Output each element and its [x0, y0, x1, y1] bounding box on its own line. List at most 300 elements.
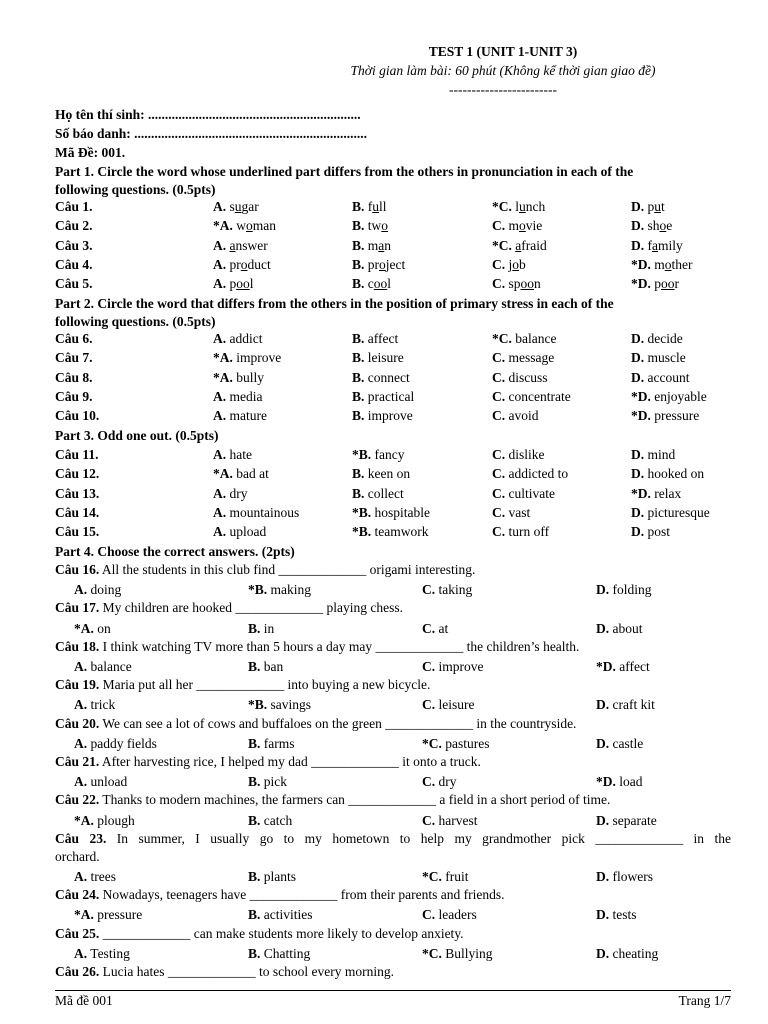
option-letter: *C.: [422, 869, 442, 884]
option-letter: D.: [596, 582, 610, 598]
answer-option: [492, 216, 542, 235]
option-letter: C.: [492, 388, 506, 404]
answer-option: [74, 867, 116, 886]
underlined-sound: a: [515, 237, 522, 253]
answer-option: [213, 387, 263, 406]
option-word: mountainous: [229, 504, 300, 520]
option-letter: C.: [422, 812, 436, 828]
option-word: pressure: [654, 408, 700, 424]
exam-code-line: Mã Đề: 001.: [55, 145, 126, 160]
option-letter: A.: [74, 582, 88, 598]
option-letter: C.: [422, 620, 436, 636]
answer-option: [213, 255, 271, 274]
answer-option: [492, 406, 539, 425]
option-word-prefix: sh: [647, 218, 660, 234]
option-word: making: [270, 582, 312, 598]
option-word: doing: [90, 582, 122, 598]
option-letter: D.: [596, 869, 610, 884]
answer-option: [492, 197, 545, 216]
answer-option: [631, 274, 679, 293]
option-letter: B.: [248, 735, 261, 751]
underlined-sound: o: [240, 256, 248, 272]
answer-option: [631, 484, 681, 503]
answer-option: [596, 811, 657, 830]
option-letter: D.: [596, 812, 610, 828]
underlined-sound: o: [519, 218, 526, 234]
question-number: Câu 10.: [55, 408, 100, 424]
options-row: [55, 619, 731, 638]
answer-option: [596, 695, 655, 714]
option-word-suffix: l: [387, 276, 392, 292]
underlined-sound: u: [234, 199, 242, 214]
footer-exam-code: Mã đề 001: [55, 993, 113, 1008]
option-word: improve: [438, 659, 484, 674]
option-word: activities: [263, 907, 313, 923]
option-word: affect: [367, 331, 399, 346]
answer-option: [422, 944, 493, 963]
option-letter: *A.: [74, 812, 94, 828]
option-letter: A.: [74, 735, 88, 751]
answer-option: [248, 867, 296, 886]
answer-option: [213, 197, 259, 216]
question-stem: [55, 791, 731, 809]
question-number: Câu 13.: [55, 485, 100, 501]
option-word: load: [619, 774, 643, 790]
option-word-suffix: r: [674, 276, 679, 292]
option-letter: *D.: [631, 408, 651, 424]
answer-option: [422, 867, 469, 886]
footer-rule: [55, 990, 731, 991]
question-number: Câu 18.: [55, 638, 100, 654]
question-row: [55, 236, 731, 255]
option-letter: A.: [213, 331, 227, 346]
option-letter: *C.: [492, 237, 512, 253]
option-word-suffix: mily: [658, 237, 683, 253]
answer-option: [74, 657, 132, 676]
option-letter: B.: [248, 869, 261, 884]
underlined-sound: o: [381, 218, 389, 234]
option-word: connect: [367, 369, 410, 385]
answer-option: [631, 464, 704, 483]
option-word: concentrate: [508, 388, 571, 404]
option-word: affect: [619, 659, 650, 674]
question-stem-cont: orchard.: [55, 848, 100, 864]
option-letter: B.: [248, 659, 261, 674]
option-word: pressure: [97, 907, 143, 923]
answer-option: [596, 619, 643, 638]
question-text: Lucia hates _____________ to school every morning.: [99, 964, 394, 979]
options-row: [55, 867, 731, 886]
option-letter: *B.: [352, 524, 372, 540]
answer-option: [213, 329, 263, 348]
answer-option: [596, 580, 652, 599]
option-letter: *A.: [213, 350, 233, 366]
question-number: Câu 20.: [55, 715, 100, 731]
question-number: Câu 23.: [55, 830, 107, 846]
option-word: craft kit: [612, 697, 655, 713]
answer-option: [74, 695, 115, 714]
underlined-sound: o: [659, 218, 667, 234]
option-word: leisure: [367, 350, 404, 366]
underlined-sound: oo: [661, 276, 675, 292]
option-letter: B.: [352, 369, 365, 385]
option-letter: *B.: [352, 447, 372, 462]
option-letter: B.: [248, 907, 261, 923]
answer-option: [422, 619, 448, 638]
option-letter: D.: [631, 199, 645, 214]
option-letter: *C.: [492, 331, 512, 346]
option-letter: D.: [596, 735, 610, 751]
option-word-prefix: p: [647, 199, 655, 214]
question-number: Câu 4.: [55, 256, 93, 272]
option-word: message: [508, 350, 555, 366]
option-word-prefix: f: [367, 199, 373, 214]
question-number: Câu 24.: [55, 887, 100, 903]
answer-option: [492, 503, 530, 522]
option-word-suffix: b: [519, 256, 526, 272]
option-word: leaders: [438, 907, 477, 923]
question-row: [55, 503, 731, 522]
options-row: [55, 734, 731, 753]
answer-option: [631, 522, 670, 541]
option-word-prefix: sp: [508, 276, 521, 292]
underlined-sound: u: [519, 199, 526, 214]
option-word-suffix: ll: [379, 199, 387, 214]
option-word: keen on: [367, 466, 411, 482]
answer-option: [248, 695, 311, 714]
answer-option: [631, 216, 672, 235]
option-word-suffix: e: [666, 218, 673, 234]
question-row: [55, 464, 731, 483]
option-word: relax: [654, 485, 682, 501]
answer-option: [74, 772, 127, 791]
options-row: [55, 772, 731, 791]
option-letter: B.: [248, 620, 261, 636]
option-word-prefix: m: [367, 237, 379, 253]
option-letter: C.: [422, 582, 436, 598]
question-stem: [55, 599, 731, 617]
option-letter: D.: [631, 331, 645, 346]
option-letter: A.: [213, 504, 227, 520]
part3-heading: Part 3. Odd one out. (0.5pts): [55, 428, 219, 443]
answer-option: [352, 255, 405, 274]
option-letter: *A.: [213, 466, 233, 482]
answer-option: [422, 772, 457, 791]
option-letter: C.: [492, 408, 506, 424]
option-letter: *D.: [596, 774, 616, 790]
option-word: Chatting: [263, 945, 311, 961]
option-word: mind: [647, 447, 676, 462]
option-word-prefix: f: [647, 237, 652, 253]
answer-option: [492, 445, 545, 464]
question-number: Câu 8.: [55, 369, 93, 385]
question-text: In summer, I usually go to my hometown to help my grandmother pick _____________ in the: [106, 830, 731, 846]
student-name-line: Họ tên thí sinh: ...............................................................: [55, 107, 361, 122]
option-word-prefix: m: [654, 256, 665, 272]
option-letter: C.: [422, 659, 436, 674]
answer-option: [352, 445, 405, 464]
question-row: [55, 406, 731, 425]
option-word: addicted to: [508, 466, 569, 482]
underlined-sound: a: [378, 237, 385, 253]
option-word: fruit: [445, 869, 469, 884]
answer-option: [352, 503, 430, 522]
option-word: cultivate: [508, 485, 555, 501]
question-row: [55, 255, 731, 274]
option-letter: A.: [213, 256, 227, 272]
answer-option: [352, 274, 391, 293]
answer-option: [213, 464, 269, 483]
answer-option: [631, 236, 683, 255]
option-word-suffix: t: [661, 199, 665, 214]
footer-page-number: Trang 1/7: [678, 993, 731, 1008]
option-word: separate: [612, 812, 657, 828]
option-word-prefix: w: [236, 218, 246, 234]
option-letter: B.: [352, 485, 365, 501]
option-letter: A.: [213, 485, 227, 501]
question-row: [55, 445, 731, 464]
option-word-prefix: tw: [367, 218, 382, 234]
option-word: account: [647, 369, 690, 385]
answer-option: [492, 464, 568, 483]
option-word: dry: [438, 774, 457, 790]
option-letter: C.: [422, 697, 436, 713]
question-number: Câu 1.: [55, 199, 93, 214]
option-word: plants: [263, 869, 297, 884]
question-number: Câu 3.: [55, 237, 93, 253]
answer-option: [248, 772, 287, 791]
part2-heading-cont: following questions. (0.5pts): [55, 314, 216, 329]
answer-option: [492, 522, 549, 541]
question-stem: [55, 638, 731, 656]
option-letter: *A.: [213, 218, 233, 234]
underlined-sound: oo: [520, 276, 535, 292]
answer-option: [248, 905, 313, 924]
question-number: Câu 22.: [55, 792, 100, 808]
option-word: muscle: [647, 350, 686, 366]
option-word: taking: [438, 582, 473, 598]
option-word-suffix: vie: [525, 218, 543, 234]
option-letter: C.: [492, 256, 506, 272]
underlined-sound: u: [654, 199, 661, 214]
answer-option: [248, 811, 292, 830]
answer-option: [213, 445, 252, 464]
option-word: hospitable: [374, 504, 431, 520]
options-row: [55, 580, 731, 599]
option-letter: A.: [74, 697, 88, 713]
answer-option: [596, 657, 650, 676]
option-word-prefix: p: [229, 276, 237, 292]
question-row: [55, 329, 731, 348]
option-letter: *D.: [631, 485, 651, 501]
underlined-sound: oo: [236, 276, 250, 292]
answer-option: [213, 484, 248, 503]
option-letter: D.: [596, 697, 610, 713]
option-word: unload: [90, 774, 128, 790]
option-word: collect: [367, 485, 404, 501]
underlined-sound: o: [246, 218, 253, 234]
option-letter: B.: [248, 774, 261, 790]
options-row: [55, 695, 731, 714]
underlined-sound: o: [512, 256, 520, 272]
option-letter: B.: [352, 350, 365, 366]
answer-option: [422, 811, 477, 830]
test-time-note: Thời gian làm bài: 60 phút (Không kể thời gian giao đề): [350, 63, 656, 78]
option-word: Testing: [90, 945, 130, 961]
test-title: TEST 1 (UNIT 1-UNIT 3): [428, 44, 578, 59]
option-word: upload: [229, 524, 267, 540]
question-text: All the students in this club find _____________ origami interesting.: [99, 562, 476, 577]
option-word: dry: [229, 485, 248, 501]
answer-option: [248, 734, 295, 753]
option-letter: *C.: [492, 199, 512, 214]
question-number: Câu 14.: [55, 504, 100, 520]
option-word: ban: [263, 659, 284, 674]
answer-option: [248, 944, 310, 963]
question-row: [55, 197, 731, 216]
option-letter: C.: [492, 466, 506, 482]
answer-option: [352, 522, 429, 541]
option-word: at: [438, 620, 449, 636]
question-number: Câu 7.: [55, 350, 93, 366]
option-letter: A.: [74, 774, 88, 790]
option-word: Bullying: [445, 945, 493, 961]
options-row: [55, 657, 731, 676]
option-word: plough: [97, 812, 135, 828]
answer-option: [631, 406, 699, 425]
option-letter: D.: [631, 350, 645, 366]
question-stem: [55, 753, 731, 771]
option-word-prefix: s: [229, 199, 235, 214]
question-text: My children are hooked _____________ playing chess.: [99, 600, 403, 616]
answer-option: [492, 329, 556, 348]
underlined-sound: oo: [373, 276, 388, 292]
answer-option: [422, 695, 475, 714]
answer-option: [74, 580, 121, 599]
question-number: Câu 11.: [55, 447, 99, 462]
part4-heading: Part 4. Choose the correct answers. (2pts): [55, 544, 295, 559]
option-letter: D.: [596, 620, 610, 636]
option-word: improve: [367, 408, 413, 424]
option-word: cheating: [612, 945, 659, 961]
question-number: Câu 16.: [55, 562, 100, 577]
option-letter: C.: [492, 276, 506, 292]
part2-heading: Part 2. Circle the word that differs from the others in the position of primary stress in each of the: [55, 296, 614, 311]
option-letter: A.: [213, 276, 227, 292]
option-letter: *C.: [422, 735, 442, 751]
option-word-prefix: pr: [229, 256, 241, 272]
answer-option: [596, 734, 643, 753]
option-word-suffix: ther: [671, 256, 693, 272]
option-word: tests: [612, 907, 637, 923]
option-letter: *D.: [596, 659, 616, 674]
option-letter: B.: [352, 256, 365, 272]
answer-option: [492, 255, 526, 274]
option-word: paddy fields: [90, 735, 157, 751]
option-letter: *B.: [248, 582, 268, 598]
option-letter: A.: [213, 237, 227, 253]
question-text: We can see a lot of cows and buffaloes on the green _____________ in the countryside.: [99, 715, 577, 731]
answer-option: [492, 236, 547, 255]
answer-option: [352, 484, 404, 503]
answer-option: [596, 772, 643, 791]
option-letter: *B.: [248, 697, 268, 713]
answer-option: [352, 216, 388, 235]
option-letter: D.: [631, 369, 645, 385]
answer-option: [213, 236, 268, 255]
option-word: farms: [263, 735, 295, 751]
option-word-prefix: p: [654, 276, 661, 292]
question-stem: [55, 715, 731, 733]
option-word: teamwork: [374, 524, 429, 540]
option-letter: B.: [352, 408, 365, 424]
question-stem: [55, 963, 731, 981]
option-word: picturesque: [647, 504, 710, 520]
question-text: Maria put all her _____________ into buying a new bicycle.: [99, 677, 431, 693]
underlined-sound: o: [664, 256, 672, 272]
question-number: Câu 19.: [55, 677, 100, 693]
answer-option: [213, 503, 299, 522]
option-letter: B.: [352, 331, 365, 346]
option-word: improve: [236, 350, 282, 366]
option-word-prefix: pr: [367, 256, 380, 272]
option-letter: B.: [352, 276, 365, 292]
option-word: avoid: [508, 408, 539, 424]
option-word: fancy: [374, 447, 405, 462]
option-word: vast: [508, 504, 531, 520]
option-letter: D.: [631, 237, 645, 253]
question-number: Câu 21.: [55, 754, 100, 769]
option-word: turn off: [508, 524, 550, 540]
answer-option: [631, 348, 686, 367]
option-letter: *B.: [352, 504, 372, 520]
answer-option: [213, 406, 267, 425]
question-number: Câu 9.: [55, 388, 93, 404]
underlined-sound: o: [379, 256, 386, 272]
question-stem: [55, 830, 731, 848]
answer-option: [422, 734, 490, 753]
option-letter: D.: [631, 466, 645, 482]
answer-option: [631, 445, 675, 464]
option-word: savings: [270, 697, 312, 713]
options-row: [55, 944, 731, 963]
option-letter: *A.: [74, 620, 94, 636]
option-letter: C.: [492, 350, 506, 366]
answer-option: [596, 867, 653, 886]
answer-option: [248, 619, 274, 638]
question-row: [55, 348, 731, 367]
option-word: catch: [263, 812, 293, 828]
option-word: on: [97, 620, 111, 636]
answer-option: [352, 348, 404, 367]
question-row: [55, 522, 731, 541]
option-letter: *C.: [422, 945, 442, 961]
question-number: Câu 6.: [55, 331, 93, 346]
option-letter: A.: [213, 388, 227, 404]
question-row: [55, 387, 731, 406]
option-word: bully: [236, 369, 265, 385]
question-number: Câu 26.: [55, 964, 100, 979]
answer-option: [352, 387, 414, 406]
question-stem: [55, 676, 731, 694]
question-number: Câu 5.: [55, 276, 93, 292]
option-word: balance: [515, 331, 557, 346]
option-word: practical: [367, 388, 415, 404]
answer-option: [74, 811, 135, 830]
answer-option: [596, 944, 658, 963]
option-letter: C.: [422, 907, 436, 923]
answer-option: [422, 905, 477, 924]
